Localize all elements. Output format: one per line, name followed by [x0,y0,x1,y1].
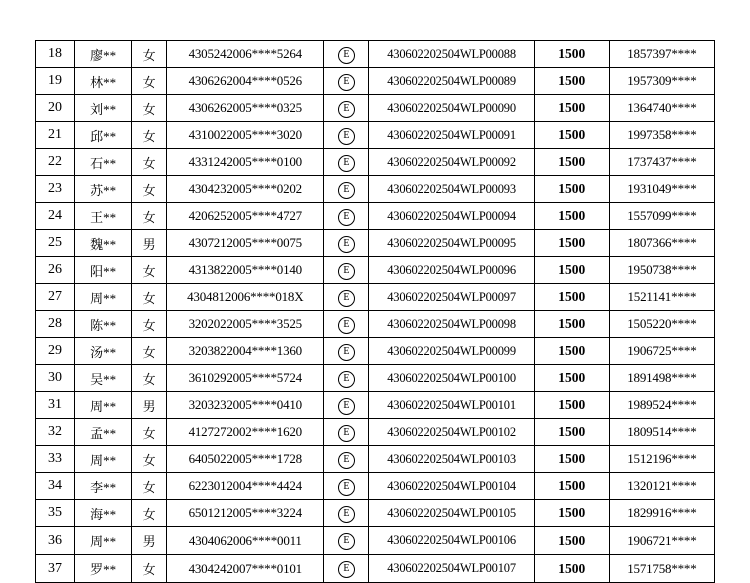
cell-amount: 1500 [534,527,609,555]
cell-index: 25 [36,230,75,257]
table-row [36,41,715,68]
cell-amount: 1500 [534,95,609,122]
cell-phone: 1571758**** [609,555,714,583]
cell-index: 24 [36,203,75,230]
cell-phone: 1521141**** [609,284,714,311]
cell-code: 430602202504WLP00102 [369,419,534,446]
cell-mark [324,555,369,583]
cell-phone: 1505220**** [609,311,714,338]
cell-index: 19 [36,68,75,95]
cell-amount: 1500 [534,500,609,527]
stamp-circle-icon: E [338,263,355,280]
stamp-circle-icon: E [338,506,355,523]
table-row [36,230,715,257]
cell-sex: 女 [132,311,167,338]
cell-name: 苏** [75,176,132,203]
cell-amount: 1500 [534,122,609,149]
cell-code: 430602202504WLP00106 [369,527,534,555]
cell-index: 36 [36,527,75,555]
table-row [36,149,715,176]
cell-mark [324,365,369,392]
cell-sex: 女 [132,284,167,311]
cell-id: 3202022005****3525 [167,311,324,338]
stamp-circle-icon: E [338,236,355,253]
cell-sex: 女 [132,122,167,149]
table-row [36,338,715,365]
cell-name: 周** [75,392,132,419]
cell-sex: 女 [132,95,167,122]
cell-id: 4306262004****0526 [167,68,324,95]
cell-mark [324,149,369,176]
cell-id: 4307212005****0075 [167,230,324,257]
cell-index: 23 [36,176,75,203]
cell-code: 430602202504WLP00101 [369,392,534,419]
cell-sex: 女 [132,176,167,203]
cell-code: 430602202504WLP00093 [369,176,534,203]
cell-code: 430602202504WLP00092 [369,149,534,176]
cell-id: 6405022005****1728 [167,446,324,473]
stamp-circle-icon: E [338,101,355,118]
cell-sex: 女 [132,500,167,527]
cell-index: 18 [36,41,75,68]
cell-name: 陈** [75,311,132,338]
cell-sex: 女 [132,338,167,365]
cell-code: 430602202504WLP00089 [369,68,534,95]
cell-id: 4306262005****0325 [167,95,324,122]
stamp-circle-icon: E [338,47,355,64]
table-row [36,446,715,473]
cell-phone: 1950738**** [609,257,714,284]
cell-name: 林** [75,68,132,95]
cell-amount: 1500 [534,203,609,230]
cell-phone: 1891498**** [609,365,714,392]
table-row [36,527,715,555]
cell-name: 王** [75,203,132,230]
cell-mark [324,176,369,203]
cell-phone: 1512196**** [609,446,714,473]
cell-code: 430602202504WLP00097 [369,284,534,311]
cell-phone: 1997358**** [609,122,714,149]
cell-sex: 女 [132,365,167,392]
cell-index: 21 [36,122,75,149]
cell-phone: 1931049**** [609,176,714,203]
cell-amount: 1500 [534,257,609,284]
cell-id: 4304242007****0101 [167,555,324,583]
table-row [36,500,715,527]
cell-name: 周** [75,446,132,473]
cell-index: 37 [36,555,75,583]
cell-amount: 1500 [534,555,609,583]
stamp-circle-icon: E [338,182,355,199]
cell-id: 4304062006****0011 [167,527,324,555]
cell-name: 廖** [75,41,132,68]
cell-name: 刘** [75,95,132,122]
cell-mark [324,338,369,365]
cell-mark [324,473,369,500]
cell-code: 430602202504WLP00104 [369,473,534,500]
cell-index: 27 [36,284,75,311]
cell-amount: 1500 [534,176,609,203]
cell-name: 海** [75,500,132,527]
table-row [36,392,715,419]
cell-mark [324,122,369,149]
cell-name: 周** [75,284,132,311]
cell-index: 26 [36,257,75,284]
cell-phone: 1906721**** [609,527,714,555]
cell-name: 魏** [75,230,132,257]
cell-mark [324,311,369,338]
cell-id: 6223012004****4424 [167,473,324,500]
cell-mark [324,500,369,527]
stamp-circle-icon: E [338,317,355,334]
cell-amount: 1500 [534,365,609,392]
cell-amount: 1500 [534,149,609,176]
cell-amount: 1500 [534,446,609,473]
cell-index: 34 [36,473,75,500]
cell-id: 4304812006****018X [167,284,324,311]
cell-id: 4206252005****4727 [167,203,324,230]
cell-amount: 1500 [534,338,609,365]
stamp-circle-icon: E [338,209,355,226]
table-row [36,203,715,230]
cell-code: 430602202504WLP00103 [369,446,534,473]
cell-index: 29 [36,338,75,365]
cell-code: 430602202504WLP00094 [369,203,534,230]
cell-amount: 1500 [534,419,609,446]
table-row [36,311,715,338]
cell-id: 4310022005****3020 [167,122,324,149]
registration-table [35,40,715,583]
cell-amount: 1500 [534,230,609,257]
cell-mark [324,203,369,230]
cell-mark [324,284,369,311]
cell-name: 邱** [75,122,132,149]
table-row [36,284,715,311]
table-row [36,95,715,122]
stamp-circle-icon: E [338,155,355,172]
cell-code: 430602202504WLP00098 [369,311,534,338]
cell-index: 31 [36,392,75,419]
cell-name: 阳** [75,257,132,284]
cell-id: 4313822005****0140 [167,257,324,284]
cell-amount: 1500 [534,473,609,500]
cell-sex: 女 [132,446,167,473]
cell-code: 430602202504WLP00091 [369,122,534,149]
cell-mark [324,230,369,257]
table-row [36,176,715,203]
cell-phone: 1807366**** [609,230,714,257]
table-row [36,365,715,392]
cell-sex: 男 [132,392,167,419]
cell-name: 石** [75,149,132,176]
cell-index: 30 [36,365,75,392]
table-row [36,257,715,284]
cell-phone: 1989524**** [609,392,714,419]
cell-phone: 1557099**** [609,203,714,230]
cell-sex: 男 [132,527,167,555]
stamp-circle-icon: E [338,344,355,361]
table-row [36,122,715,149]
cell-phone: 1364740**** [609,95,714,122]
cell-name: 李** [75,473,132,500]
table-row [36,419,715,446]
cell-name: 汤** [75,338,132,365]
cell-mark [324,95,369,122]
cell-amount: 1500 [534,284,609,311]
cell-name: 吴** [75,365,132,392]
stamp-circle-icon: E [338,425,355,442]
stamp-circle-icon: E [338,561,355,578]
cell-index: 28 [36,311,75,338]
cell-index: 32 [36,419,75,446]
table-row [36,555,715,583]
cell-mark [324,419,369,446]
cell-id: 4304232005****0202 [167,176,324,203]
cell-id: 6501212005****3224 [167,500,324,527]
cell-index: 20 [36,95,75,122]
cell-phone: 1829916**** [609,500,714,527]
cell-index: 22 [36,149,75,176]
cell-name: 罗** [75,555,132,583]
cell-sex: 女 [132,68,167,95]
stamp-circle-icon: E [338,290,355,307]
cell-phone: 1320121**** [609,473,714,500]
cell-code: 430602202504WLP00088 [369,41,534,68]
cell-id: 4127272002****1620 [167,419,324,446]
cell-sex: 女 [132,203,167,230]
stamp-circle-icon: E [338,128,355,145]
cell-code: 430602202504WLP00090 [369,95,534,122]
stamp-circle-icon: E [338,452,355,469]
stamp-circle-icon: E [338,371,355,388]
stamp-circle-icon: E [338,74,355,91]
cell-name: 周** [75,527,132,555]
cell-phone: 1906725**** [609,338,714,365]
cell-code: 430602202504WLP00099 [369,338,534,365]
cell-sex: 女 [132,257,167,284]
cell-sex: 女 [132,41,167,68]
cell-id: 3203232005****0410 [167,392,324,419]
cell-phone: 1737437**** [609,149,714,176]
table-body [36,41,715,583]
table-row [36,473,715,500]
cell-mark [324,392,369,419]
cell-sex: 女 [132,473,167,500]
cell-amount: 1500 [534,41,609,68]
cell-mark [324,446,369,473]
cell-amount: 1500 [534,68,609,95]
cell-mark [324,257,369,284]
stamp-circle-icon: E [338,398,355,415]
table-row [36,68,715,95]
cell-index: 35 [36,500,75,527]
cell-id: 4305242006****5264 [167,41,324,68]
cell-code: 430602202504WLP00107 [369,555,534,583]
cell-index: 33 [36,446,75,473]
stamp-circle-icon: E [338,533,355,550]
cell-phone: 1857397**** [609,41,714,68]
cell-id: 4331242005****0100 [167,149,324,176]
cell-sex: 女 [132,555,167,583]
cell-mark [324,527,369,555]
cell-id: 3610292005****5724 [167,365,324,392]
cell-code: 430602202504WLP00096 [369,257,534,284]
cell-sex: 女 [132,149,167,176]
cell-name: 孟** [75,419,132,446]
stamp-circle-icon: E [338,479,355,496]
cell-sex: 女 [132,419,167,446]
cell-phone: 1957309**** [609,68,714,95]
cell-amount: 1500 [534,311,609,338]
cell-code: 430602202504WLP00105 [369,500,534,527]
cell-sex: 男 [132,230,167,257]
cell-phone: 1809514**** [609,419,714,446]
cell-code: 430602202504WLP00095 [369,230,534,257]
cell-id: 3203822004****1360 [167,338,324,365]
cell-amount: 1500 [534,392,609,419]
cell-mark [324,41,369,68]
cell-code: 430602202504WLP00100 [369,365,534,392]
cell-mark [324,68,369,95]
